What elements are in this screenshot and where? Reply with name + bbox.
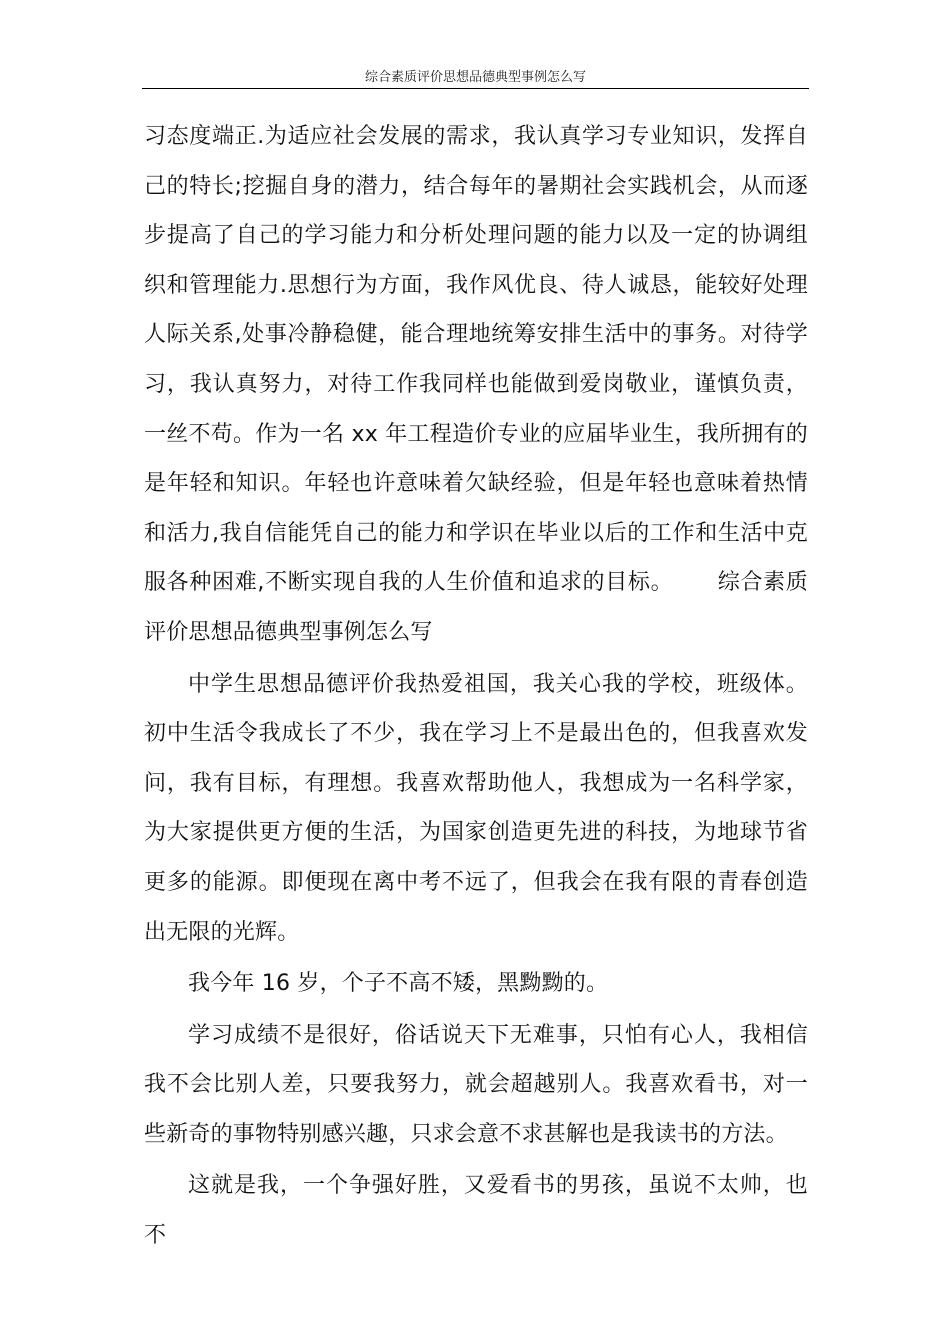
paragraph-3: 我今年 16 岁，个子不高不矮，黑黝黝的。 [188,971,609,997]
page-header-title: 综合素质评价思想品德典型事例怎么写 [364,70,586,85]
inline-section-title: 综合素质评价思想品德典型事例怎么写 [144,570,808,645]
header-divider [142,88,809,89]
paragraph-4: 学习成绩不是很好，俗话说天下无难事，只怕有心人，我相信我不会比别人差，只要我努力，就会超越别人。我喜欢看书，对一些新奇的事物特别感兴趣，只求会意不求甚解也是我读书的方法。 [144,1022,808,1147]
document-body [144,112,808,1261]
paragraph-continuation [144,112,808,658]
paragraph-2: 中学生思想品德评价我热爱祖国，我关心我的学校，班级体。初中生活令我成长了不少，我在学习上不是最出色的，但我喜欢发问，我有目标，有理想。我喜欢帮助他人，我想成为一名科学家，为大家提供更方便的生活，为国家创造更先进的科技，为地球节省更多的能源。即便现在离中考不远了，但我会在我有限的青春创造出无限的光辉。 [144,671,808,945]
paragraph-5: 这就是我，一个争强好胜，又爱看书的男孩，虽说不太帅，也不 [144,1173,808,1249]
paragraph-1-text: 习态度端正.为适应社会发展的需求，我认真学习专业知识，发挥自己的特长;挖掘自身的潜力，结合每年的暑期社会实践机会，从而逐步提高了自己的学习能力和分析处理问题的能力以及一定的协调组织和管理能力.思想行为方面，我作风优良、待人诚恳，能较好处理人际关系,处事冷静稳健，能合理地统筹安排生活中的事务。对待学习，我认真努力，对待工作我同样也能做到爱岗敬业，谨慎负责，一丝不苟。作为一名 xx 年工程造价专业的应届毕业生，我所拥有的是年轻和知识。年轻也许意味着欠缺经验，但是年轻也意味着热情和活力,我自信能凭自己的能力和学识在毕业以后的工作和生活中克服各种困难,不断实现自我的人生价值和追求的目标。 [144,124,808,596]
